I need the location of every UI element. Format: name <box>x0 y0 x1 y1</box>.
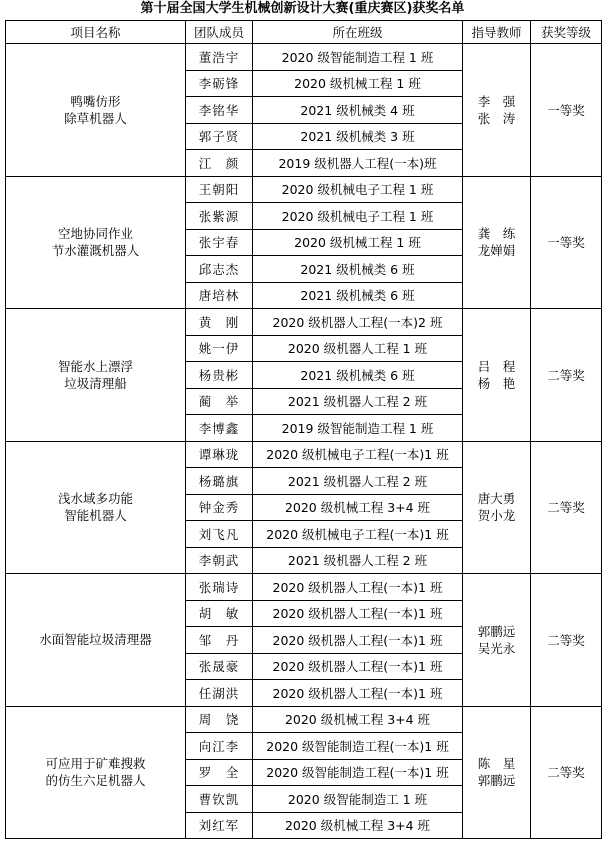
advisor-name: 陈 星 <box>477 756 516 772</box>
advisor-cell <box>463 44 531 177</box>
team-member-name: 杨贵彬 <box>186 362 253 389</box>
header-award-level: 获奖等级 <box>531 21 602 44</box>
team-member-name: 任湖洪 <box>186 680 253 707</box>
header-team-members: 团队成员 <box>186 21 253 44</box>
team-member-name: 张宇春 <box>186 229 253 256</box>
team-member-name: 谭琳珑 <box>186 441 253 468</box>
team-member-name: 李朝武 <box>186 547 253 574</box>
header-row <box>6 21 602 44</box>
member-class: 2020 级机器人工程(一本)1 班 <box>253 600 463 627</box>
header-class: 所在班级 <box>253 21 463 44</box>
team-member-name: 罗 全 <box>186 759 253 786</box>
member-class: 2020 级机器人工程(一本)2 班 <box>253 309 463 336</box>
team-member-name: 李铭华 <box>186 97 253 124</box>
member-class: 2021 级机器人工程 2 班 <box>253 547 463 574</box>
table-row <box>6 44 602 71</box>
team-member-name: 张瑞诗 <box>186 574 253 601</box>
project-name-line: 空地协同作业 <box>57 226 133 242</box>
advisor-name: 张 涛 <box>477 110 516 126</box>
project-name-line: 节水灌溉机器人 <box>51 243 140 259</box>
advisor-cell <box>463 574 531 707</box>
advisor-cell <box>463 706 531 839</box>
award-level: 一等奖 <box>531 44 602 177</box>
member-class: 2020 级机械工程 3+4 班 <box>253 494 463 521</box>
project-name-cell <box>6 574 186 707</box>
project-name-cell <box>6 44 186 177</box>
member-class: 2020 级机械电子工程 1 班 <box>253 176 463 203</box>
header-project-name: 项目名称 <box>6 21 186 44</box>
member-class: 2020 级机器人工程(一本)1 班 <box>253 574 463 601</box>
page-title: 第十届全国大学生机械创新设计大赛(重庆赛区)获奖名单 <box>140 1 465 16</box>
member-class: 2021 级机械类 6 班 <box>253 362 463 389</box>
member-class: 2020 级智能制造工程(一本)1 班 <box>253 759 463 786</box>
member-class: 2020 级机械工程 3+4 班 <box>253 706 463 733</box>
header-advisor: 指导教师 <box>463 21 531 44</box>
member-class: 2021 级机械类 4 班 <box>253 97 463 124</box>
award-level: 一等奖 <box>531 176 602 309</box>
team-member-name: 蔺 举 <box>186 388 253 415</box>
table-row <box>6 706 602 733</box>
project-name-line: 鸭嘴仿形 <box>70 93 121 109</box>
advisor-cell <box>463 176 531 309</box>
member-class: 2020 级机械电子工程(一本)1 班 <box>253 521 463 548</box>
team-member-name: 刘飞凡 <box>186 521 253 548</box>
project-name-line: 可应用于矿难搜救 <box>45 756 146 772</box>
table-row <box>6 176 602 203</box>
member-class: 2021 级机械类 3 班 <box>253 123 463 150</box>
awards-table <box>5 20 602 839</box>
member-class: 2020 级机器人工程 1 班 <box>253 335 463 362</box>
advisor-name: 贺小龙 <box>477 508 516 524</box>
team-member-name: 李博鑫 <box>186 415 253 442</box>
advisor-name: 吴光永 <box>477 640 516 656</box>
team-member-name: 王朝阳 <box>186 176 253 203</box>
team-member-name: 黄 刚 <box>186 309 253 336</box>
team-member-name: 刘红军 <box>186 812 253 839</box>
advisor-name: 唐大勇 <box>477 491 516 507</box>
project-name-cell <box>6 309 186 442</box>
member-class: 2021 级机器人工程 2 班 <box>253 468 463 495</box>
team-member-name: 胡 敏 <box>186 600 253 627</box>
team-member-name: 张紫源 <box>186 203 253 230</box>
team-member-name: 钟金秀 <box>186 494 253 521</box>
team-member-name: 江 颜 <box>186 150 253 177</box>
member-class: 2020 级机器人工程(一本)1 班 <box>253 653 463 680</box>
project-name-cell <box>6 706 186 839</box>
project-name-line: 垃圾清理船 <box>64 375 127 391</box>
team-member-name: 张晟豪 <box>186 653 253 680</box>
member-class: 2020 级智能制造工程(一本)1 班 <box>253 733 463 760</box>
team-member-name: 曹钦凯 <box>186 786 253 813</box>
advisor-cell <box>463 441 531 574</box>
award-level: 二等奖 <box>531 441 602 574</box>
advisor-name: 龚 练 <box>477 226 516 242</box>
team-member-name: 杨璐旗 <box>186 468 253 495</box>
team-member-name: 郭子贤 <box>186 123 253 150</box>
project-name-cell <box>6 176 186 309</box>
advisor-name: 龙婵娟 <box>477 243 516 259</box>
member-class: 2020 级机械工程 1 班 <box>253 70 463 97</box>
member-class: 2020 级智能制造工 1 班 <box>253 786 463 813</box>
team-member-name: 唐培林 <box>186 282 253 309</box>
team-member-name: 董浩宇 <box>186 44 253 71</box>
team-member-name: 邱志杰 <box>186 256 253 283</box>
advisor-name: 吕 程 <box>477 358 516 374</box>
member-class: 2020 级机械工程 1 班 <box>253 229 463 256</box>
award-level: 二等奖 <box>531 309 602 442</box>
team-member-name: 周 饶 <box>186 706 253 733</box>
project-name-line: 浅水域多功能 <box>57 491 133 507</box>
member-class: 2020 级机器人工程(一本)1 班 <box>253 680 463 707</box>
member-class: 2021 级机器人工程 2 班 <box>253 388 463 415</box>
advisor-cell <box>463 309 531 442</box>
project-name-line: 除草机器人 <box>64 110 127 126</box>
award-level: 二等奖 <box>531 706 602 839</box>
team-member-name: 邹 丹 <box>186 627 253 654</box>
member-class: 2020 级智能制造工程 1 班 <box>253 44 463 71</box>
project-name-line: 智能水上漂浮 <box>57 358 133 374</box>
project-name-line: 智能机器人 <box>64 508 127 524</box>
member-class: 2020 级机械工程 3+4 班 <box>253 812 463 839</box>
project-name-line: 的仿生六足机器人 <box>45 773 146 789</box>
member-class: 2021 级机械类 6 班 <box>253 282 463 309</box>
member-class: 2019 级机器人工程(一本)班 <box>253 150 463 177</box>
advisor-name: 郭鹏远 <box>477 773 516 789</box>
member-class: 2020 级机器人工程(一本)1 班 <box>253 627 463 654</box>
table-row <box>6 441 602 468</box>
member-class: 2019 级智能制造工程 1 班 <box>253 415 463 442</box>
member-class: 2021 级机械类 6 班 <box>253 256 463 283</box>
team-member-name: 姚一伊 <box>186 335 253 362</box>
member-class: 2020 级机械电子工程(一本)1 班 <box>253 441 463 468</box>
table-row <box>6 309 602 336</box>
project-name-line: 水面智能垃圾清理器 <box>39 632 152 648</box>
advisor-name: 郭鹏远 <box>477 623 516 639</box>
advisor-name: 杨 艳 <box>477 375 516 391</box>
table-row <box>6 574 602 601</box>
team-member-name: 李砺锋 <box>186 70 253 97</box>
project-name-cell <box>6 441 186 574</box>
member-class: 2020 级机械电子工程 1 班 <box>253 203 463 230</box>
team-member-name: 向江李 <box>186 733 253 760</box>
award-level: 二等奖 <box>531 574 602 707</box>
advisor-name: 李 强 <box>477 93 516 109</box>
